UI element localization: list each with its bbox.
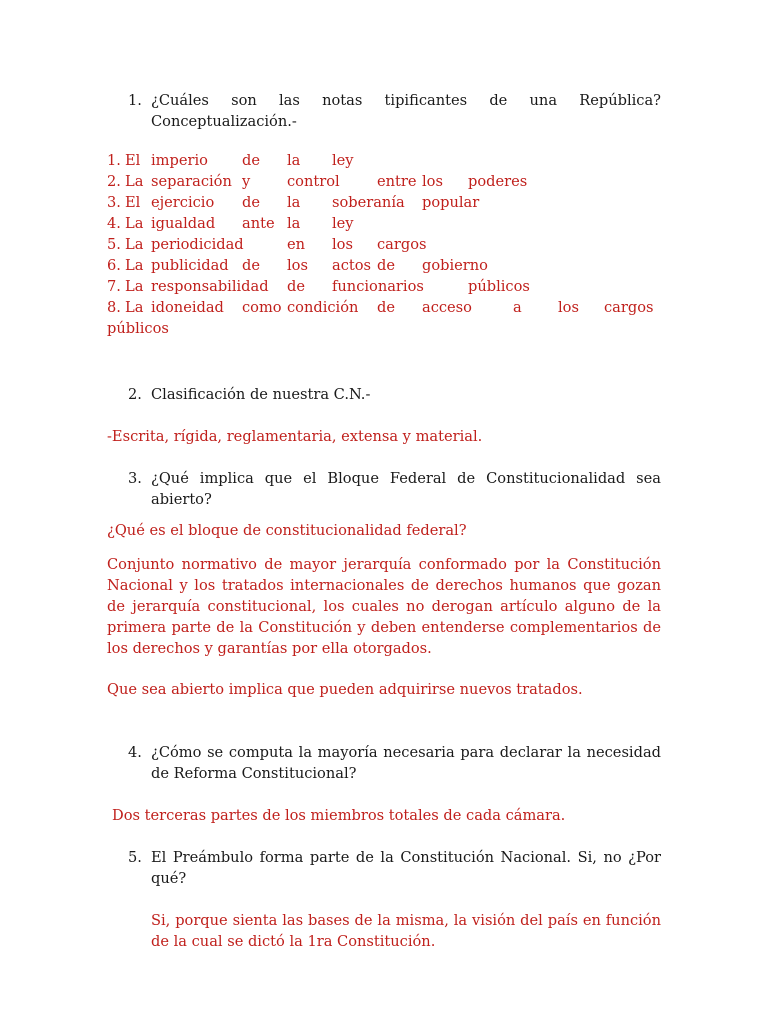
question-text: El Preámbulo forma parte de la Constitución Nacional. Si, no ¿Por qué? [151,849,661,887]
question-number: 2. [128,386,142,403]
question-number: 1. [128,92,142,109]
question-number: 3. [128,470,142,487]
question-3 [128,468,661,510]
question-number: 4. [128,744,142,761]
question-text: ¿Cómo se computa la mayoría necesaria para declarar la necesidad de Reforma Constitucional? [151,744,661,782]
question-number: 5. [128,849,142,866]
question-4 [128,742,661,784]
answer-2: -Escrita, rígida, reglamentaria, extensa y material. [107,428,483,445]
answer-4: Dos terceras partes de los miembros totales de cada cámara. [112,807,566,824]
answer-3: Conjunto normativo de mayor jerarquía conformado por la Constitución Nacional y los tratados internacionales de derechos humanos que gozan de jerarquía constitucional, los cuales no derogan artículo alguno de la primera parte de la Constitución y deben entenderse complementarios de los derechos y garantías por ella otorgados. [107,556,661,657]
question-5 [128,847,661,889]
question-1 [128,90,661,132]
question-2 [128,384,661,405]
sub-question-3: ¿Qué es el bloque de constitucionalidad federal? [107,522,467,539]
answer-5: Si, porque sienta las bases de la misma, la visión del país en función de la cual se dictó la 1ra Constitución. [151,912,661,950]
question-text: ¿Qué implica que el Bloque Federal de Constitucionalidad sea abierto? [151,470,661,508]
question-text: ¿Cuáles son las notas tipificantes de una República? Conceptualización.- [151,92,661,130]
question-text: Clasificación de nuestra C.N.- [151,386,371,403]
answer-3-extra: Que sea abierto implica que pueden adquirirse nuevos tratados. [107,681,583,698]
document-page: 1. ¿Cuáles son las notas tipificantes de una República? Conceptualización.- 1. El imperio de la ley 2. La separación y control entre los poderes 3. El ejercicio de la soberanía popular 4. La igualdad ante la ley 5. La periodicidad en los cargos 6. La publicidad de los actos de gobierno 7. La responsabilidad de funcionarios públicos 8. La idoneidad como condición de acceso a los cargos públicos 2. Clasificación de nuestra C.N.- -Escrita, rígida, reglamentaria, extensa y material. 3. ¿Qué implica que el Bloque Federal de Constitucionalidad sea abierto? ¿Qué es el bloque de constitucionalidad federal? Conjunto normativo de mayor jerarquía conformado por la Constitución Nacional y los tratados internacionales de derechos humanos que gozan de jerarquía constitucional, los cuales no derogan artículo alguno de la primera parte de la Constitución y deben entenderse complementarios de los derechos y garantías por ella otorgados. Que sea abierto implica que pueden adquirirse nuevos tratados. 4. ¿Cómo se computa la mayoría necesaria para declarar la necesidad de Reforma Constitucional? Dos terceras partes de los miembros totales de cada cámara. 5. El Preámbulo forma parte de la Constitución Nacional. Si, no ¿Por qué? Si, porque sienta las bases de la misma, la visión del país en función de la cual se dictó la 1ra Constitución. [0,0,768,1024]
